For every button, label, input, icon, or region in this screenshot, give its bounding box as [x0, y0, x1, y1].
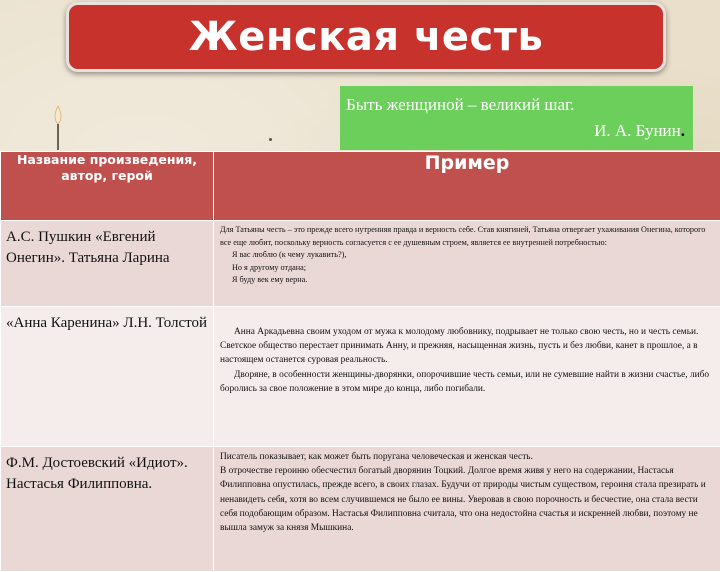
header-work: Название произведения, автор, герой: [1, 152, 214, 221]
table-row: [1, 221, 720, 307]
work-cell: Ф.М. Достоевский «Идиот». Настасья Филипповна.: [1, 447, 214, 572]
decorative-dot: [269, 138, 272, 141]
epigraph-attribution: [346, 118, 685, 144]
candle-icon: [47, 102, 69, 152]
poem-line: Но я другому отдана;: [220, 262, 714, 275]
epigraph-box: [340, 86, 693, 150]
work-cell: А.С. Пушкин «Евгений Онегин». Татьяна Ларина: [1, 221, 214, 307]
example-paragraph: Для Татьяны честь – это прежде всего нутренняя правда и верность себе. Став княгиней, Татьяна отвергает ухаживания Онегина, которого все еще любит, поскольку верность согласуется с ее душевным строем, является ее внутренней потребностью:: [220, 224, 714, 249]
poem-line: Я вас люблю (к чему лукавить?),: [220, 249, 714, 262]
example-cell: [214, 221, 720, 307]
example-paragraph: Анна Аркадьевна своим уходом от мужа к молодому любовнику, подрывает не только свою честь, но и честь семьи. Светское общество перестает принимать Анну, и прежняя, насыщенная жизнь, пусть и без любви, канет в прошлое, а в настоящем останется суровая реальность.: [220, 325, 714, 368]
example-paragraph: Писатель показывает, как может быть поругана человеческая и женская честь.: [220, 450, 714, 464]
title-banner: [66, 2, 666, 72]
example-cell: [214, 447, 720, 572]
epigraph-text: Быть женщиной – великий шаг.: [346, 92, 685, 118]
work-cell: «Анна Каренина» Л.Н. Толстой: [1, 307, 214, 447]
table-row: [1, 307, 720, 447]
slide-title: Женская честь: [189, 14, 543, 60]
epigraph-author: И. А. Бунин: [594, 121, 681, 140]
example-paragraph: Дворяне, в особенности женщины-дворянки, опорочившие честь семьи, или не сумевшие найти в жизни счастье, либо боролись за свое положение в этом мире до конца, либо погибали.: [220, 368, 714, 396]
header-example: Пример: [214, 152, 720, 221]
epigraph-period: .: [681, 121, 685, 140]
example-cell: [214, 307, 720, 447]
table-row: [1, 447, 720, 572]
table-header-row: [1, 152, 720, 221]
example-paragraph: В отрочестве героиню обесчестил богатый дворянин Тоцкий. Долгое время живя у него на содержании, Настасья Филипповна опустилась, прежде всего, в своих глазах. Будучи от природы чистым существом, героиня стала презирать и ненавидеть себя, хотя во всем случившемся не было ее вины. Уверовав в свою порочность и бесчестие, она стала вести себя подобающим образом. Настасья Филипповна считала, что она недостойна счастья и искренней любви, поэтому не вышла замуж за князя Мышкина.: [220, 464, 714, 535]
poem-line: Я буду век ему верна.: [220, 274, 714, 287]
examples-table: [0, 151, 720, 572]
